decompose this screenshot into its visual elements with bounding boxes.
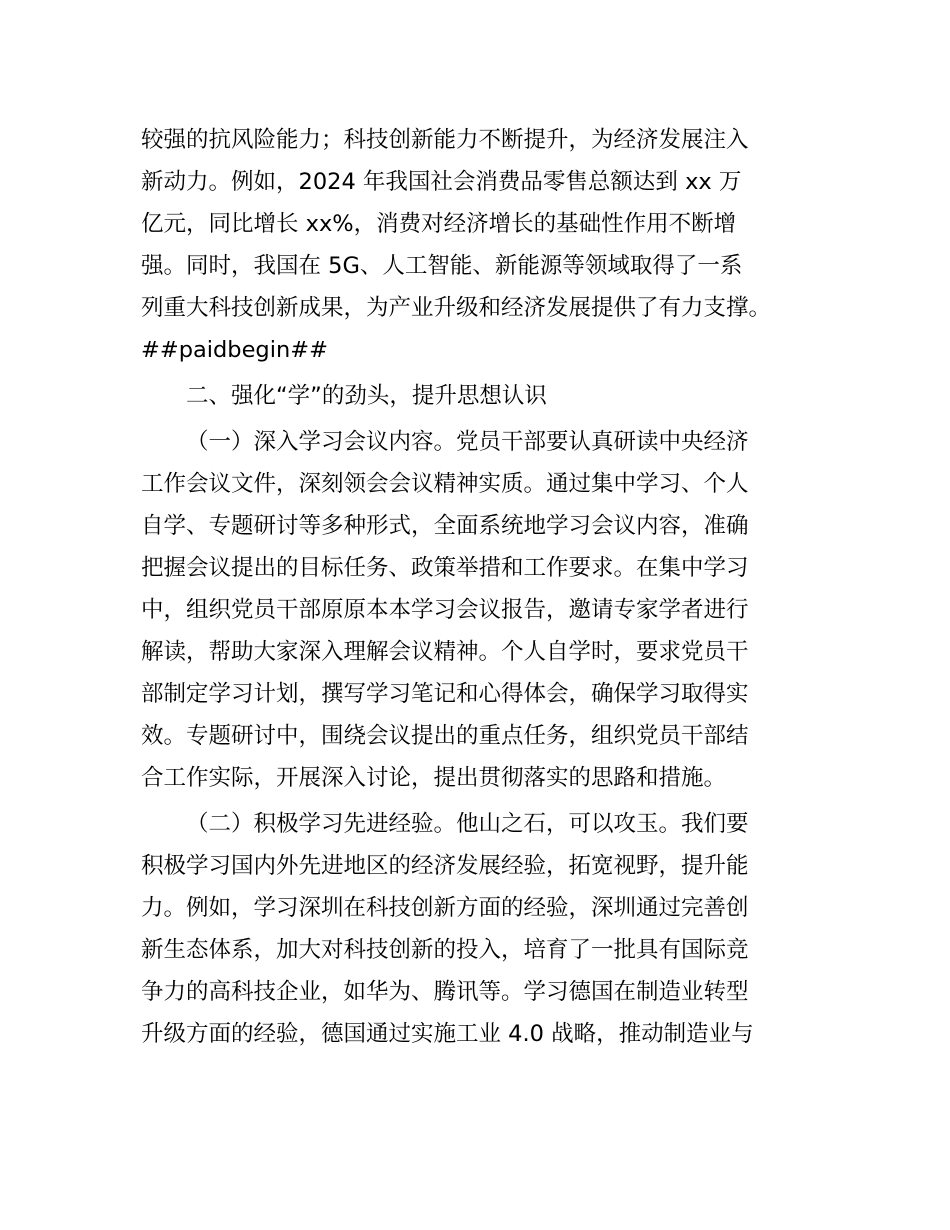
paragraph-line: 新动力。例如，2024 年我国社会消费品零售总额达到 xx 万 — [141, 169, 742, 195]
paragraph-line: 升级方面的经验，德国通过实施工业 4.0 战略，推动制造业与 — [141, 1021, 754, 1047]
paragraph-line: 较强的抗风险能力；科技创新能力不断提升，为经济发展注入 — [141, 127, 749, 153]
paragraph-3 — [141, 803, 823, 1055]
paragraph-line: 效。专题研讨中，围绕会议提出的重点任务，组织党员干部结 — [141, 723, 749, 749]
paragraph-line: 自学、专题研讨等多种形式，全面系统地学习会议内容，准确 — [141, 513, 749, 539]
section-heading-wrapper — [141, 375, 823, 417]
paragraph-line: 强。同时，我国在 5G、人工智能、新能源等领域取得了一系 — [141, 253, 743, 279]
paragraph-line: 合工作实际，开展深入讨论，提出贯彻落实的思路和措施。 — [141, 765, 727, 791]
paid-marker: ##paidbegin## — [141, 337, 328, 363]
paragraph-2 — [141, 421, 823, 799]
paragraph-line: （二）积极学习先进经验。他山之石，可以攻玉。我们要 — [186, 811, 749, 837]
paragraph-1 — [141, 119, 823, 371]
paragraph-line: 列重大科技创新成果，为产业升级和经济发展提供了有力支撑。 — [141, 295, 772, 321]
paragraph-line: 工作会议文件，深刻领会会议精神实质。通过集中学习、个人 — [141, 471, 749, 497]
document-body — [141, 119, 823, 1055]
section-heading: 二、强化“学”的劲头，提升思想认识 — [186, 383, 547, 409]
paragraph-line: （一）深入学习会议内容。党员干部要认真研读中央经济 — [186, 429, 749, 455]
paragraph-line: 新生态体系，加大对科技创新的投入，培育了一批具有国际竞 — [141, 937, 749, 963]
paragraph-line: 把握会议提出的目标任务、政策举措和工作要求。在集中学习 — [141, 555, 749, 581]
paragraph-line: 积极学习国内外先进地区的经济发展经验，拓宽视野，提升能 — [141, 853, 749, 879]
paragraph-line: 中，组织党员干部原原本本学习会议报告，邀请专家学者进行 — [141, 597, 749, 623]
paragraph-line: 部制定学习计划，撰写学习笔记和心得体会，确保学习取得实 — [141, 681, 749, 707]
paragraph-line: 解读，帮助大家深入理解会议精神。个人自学时，要求党员干 — [141, 639, 749, 665]
paragraph-line: 力。例如，学习深圳在科技创新方面的经验，深圳通过完善创 — [141, 895, 749, 921]
paragraph-line: 亿元，同比增长 xx%，消费对经济增长的基础性作用不断增 — [141, 211, 737, 237]
paragraph-line: 争力的高科技企业，如华为、腾讯等。学习德国在制造业转型 — [141, 979, 749, 1005]
